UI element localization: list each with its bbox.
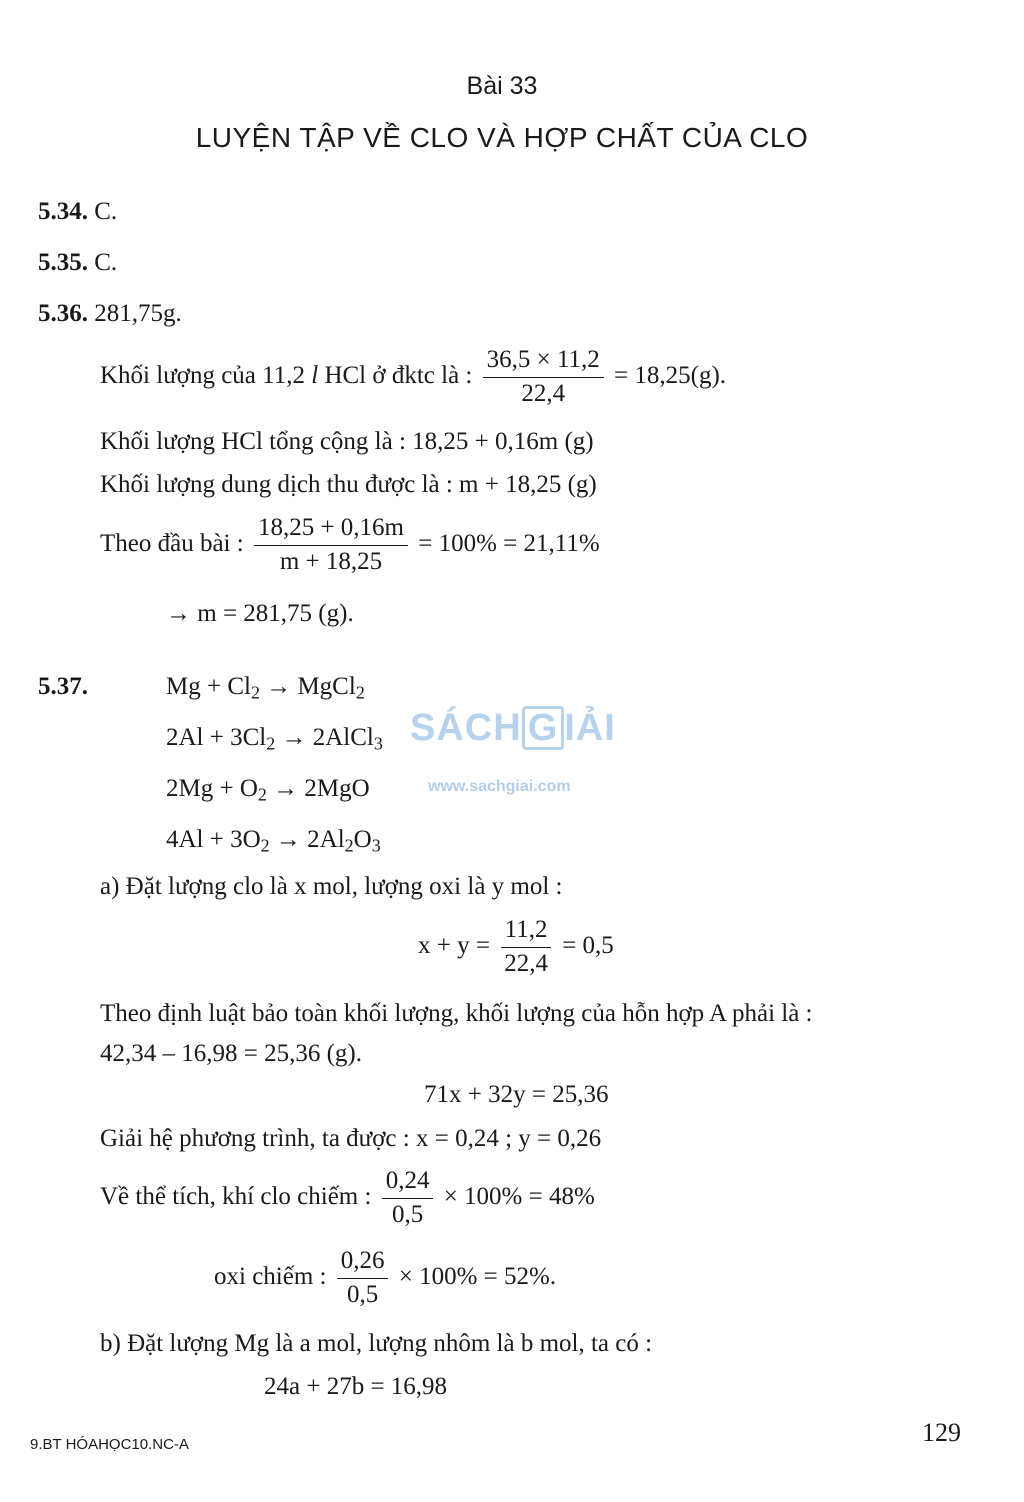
answer-5-34 — [38, 198, 117, 226]
subscript: 3 — [371, 835, 381, 856]
fraction-denominator: 22,4 — [504, 949, 548, 977]
book-footer: 9.BT HÓAHỌC10.NC-A — [30, 1436, 189, 1453]
text-segment: → 2Al — [269, 826, 345, 853]
answer-text: C. — [94, 198, 118, 225]
text-segment: oxi chiếm : — [214, 1262, 327, 1290]
text-segment: 4Al + 3O — [166, 826, 261, 853]
fraction-numerator: 11,2 — [501, 916, 552, 948]
text-segment: 2Mg + O — [166, 775, 258, 802]
oxygen-volume — [214, 1247, 556, 1310]
hcl-total-line: Khối lượng HCl tổng cộng là : 18,25 + 0,16m (g) — [100, 428, 594, 455]
solution-mass-line: Khối lượng dung dịch thu được là : m + 18,25 (g) — [100, 471, 597, 498]
question-number-5-37: 5.37. — [38, 673, 88, 700]
text-segment: → MgCl — [259, 673, 356, 700]
subscript: 2 — [257, 784, 267, 805]
text-segment: = 100% = 21,11% — [418, 529, 600, 557]
fraction — [254, 514, 408, 577]
fraction-denominator: 0,5 — [391, 1200, 424, 1228]
text-segment: → 2MgO — [266, 775, 370, 802]
answer-number: 5.35. — [38, 249, 88, 276]
fraction — [337, 1247, 389, 1310]
subscript: 2 — [260, 835, 270, 856]
conservation-line: Theo định luật bảo toàn khối lượng, khối lượng của hỗn hợp A phải là : — [100, 1000, 813, 1027]
text-segment: = 0,5 — [562, 931, 614, 959]
text-segment: x + y = — [418, 931, 490, 959]
fraction-denominator: m + 18,25 — [279, 547, 383, 575]
fraction-denominator: 22,4 — [521, 379, 566, 407]
text-segment: Theo đầu bài : — [100, 529, 244, 557]
answer-number: 5.36. — [38, 300, 88, 327]
fraction — [500, 916, 552, 979]
fraction-denominator: 0,5 — [346, 1280, 379, 1308]
reaction-2 — [166, 724, 383, 755]
solve-line: Giải hệ phương trình, ta được : x = 0,24 ; y = 0,26 — [100, 1125, 602, 1152]
answer-text: 281,75g. — [94, 300, 182, 327]
subscript: 2 — [266, 733, 276, 754]
part-b-equation: 24a + 27b = 16,98 — [264, 1373, 448, 1400]
subscript: 2 — [344, 835, 354, 856]
answer-text: C. — [94, 249, 118, 276]
subscript: 2 — [355, 682, 365, 703]
text-segment: O — [353, 826, 372, 853]
fraction-numerator: 0,24 — [382, 1167, 434, 1199]
text-segment: 2Al + 3Cl — [166, 724, 267, 751]
hcl-mass-line — [100, 346, 726, 409]
text-segment: = 18,25(g). — [614, 361, 727, 389]
fraction — [382, 1167, 434, 1230]
text-segment: Mg + Cl — [166, 673, 251, 700]
text-segment: × 100% = 48% — [443, 1182, 595, 1210]
answer-number: 5.34. — [38, 198, 88, 225]
watermark-url: www.sachgiai.com — [428, 778, 571, 795]
watermark-text: IẢI — [564, 707, 616, 749]
part-b-intro: b) Đặt lượng Mg là a mol, lượng nhôm là b mol, ta có : — [100, 1330, 653, 1357]
subscript: 2 — [250, 682, 260, 703]
fraction-numerator: 36,5 × 11,2 — [483, 346, 604, 378]
mass-difference: 42,34 – 16,98 = 25,36 (g). — [100, 1040, 362, 1067]
chlorine-volume — [100, 1167, 595, 1230]
answer-5-35 — [38, 249, 117, 277]
lesson-number: Bài 33 — [466, 72, 538, 100]
page-title: LUYỆN TẬP VỀ CLO VÀ HỢP CHẤT CỦA CLO — [195, 122, 809, 153]
text-segment: → 2AlCl — [275, 724, 374, 751]
answer-5-36 — [38, 300, 182, 328]
reaction-1 — [166, 673, 365, 704]
unit-liter: l — [311, 361, 319, 389]
watermark-text: SÁCH — [410, 707, 522, 749]
text-segment: Khối lượng của 11,2 — [100, 361, 305, 389]
mass-equation: 71x + 32y = 25,36 — [424, 1081, 609, 1108]
text-segment: Về thể tích, khí clo chiếm : — [100, 1182, 372, 1210]
text-segment: HCl ở đktc là : — [324, 361, 473, 389]
reaction-3 — [166, 775, 370, 806]
reaction-4 — [166, 826, 381, 857]
xy-equation — [418, 916, 614, 979]
part-a-intro: a) Đặt lượng clo là x mol, lượng oxi là y mol : — [100, 873, 563, 900]
watermark-logo — [410, 706, 616, 750]
text-segment: × 100% = 52%. — [398, 1262, 557, 1290]
subscript: 3 — [373, 733, 383, 754]
equation-line — [100, 514, 600, 577]
fraction-numerator: 0,26 — [337, 1247, 389, 1279]
fraction — [483, 346, 604, 409]
result-line: → m = 281,75 (g). — [166, 600, 354, 627]
watermark-g-box: G — [522, 706, 565, 750]
page-number: 129 — [922, 1418, 961, 1447]
fraction-numerator: 18,25 + 0,16m — [254, 514, 408, 546]
